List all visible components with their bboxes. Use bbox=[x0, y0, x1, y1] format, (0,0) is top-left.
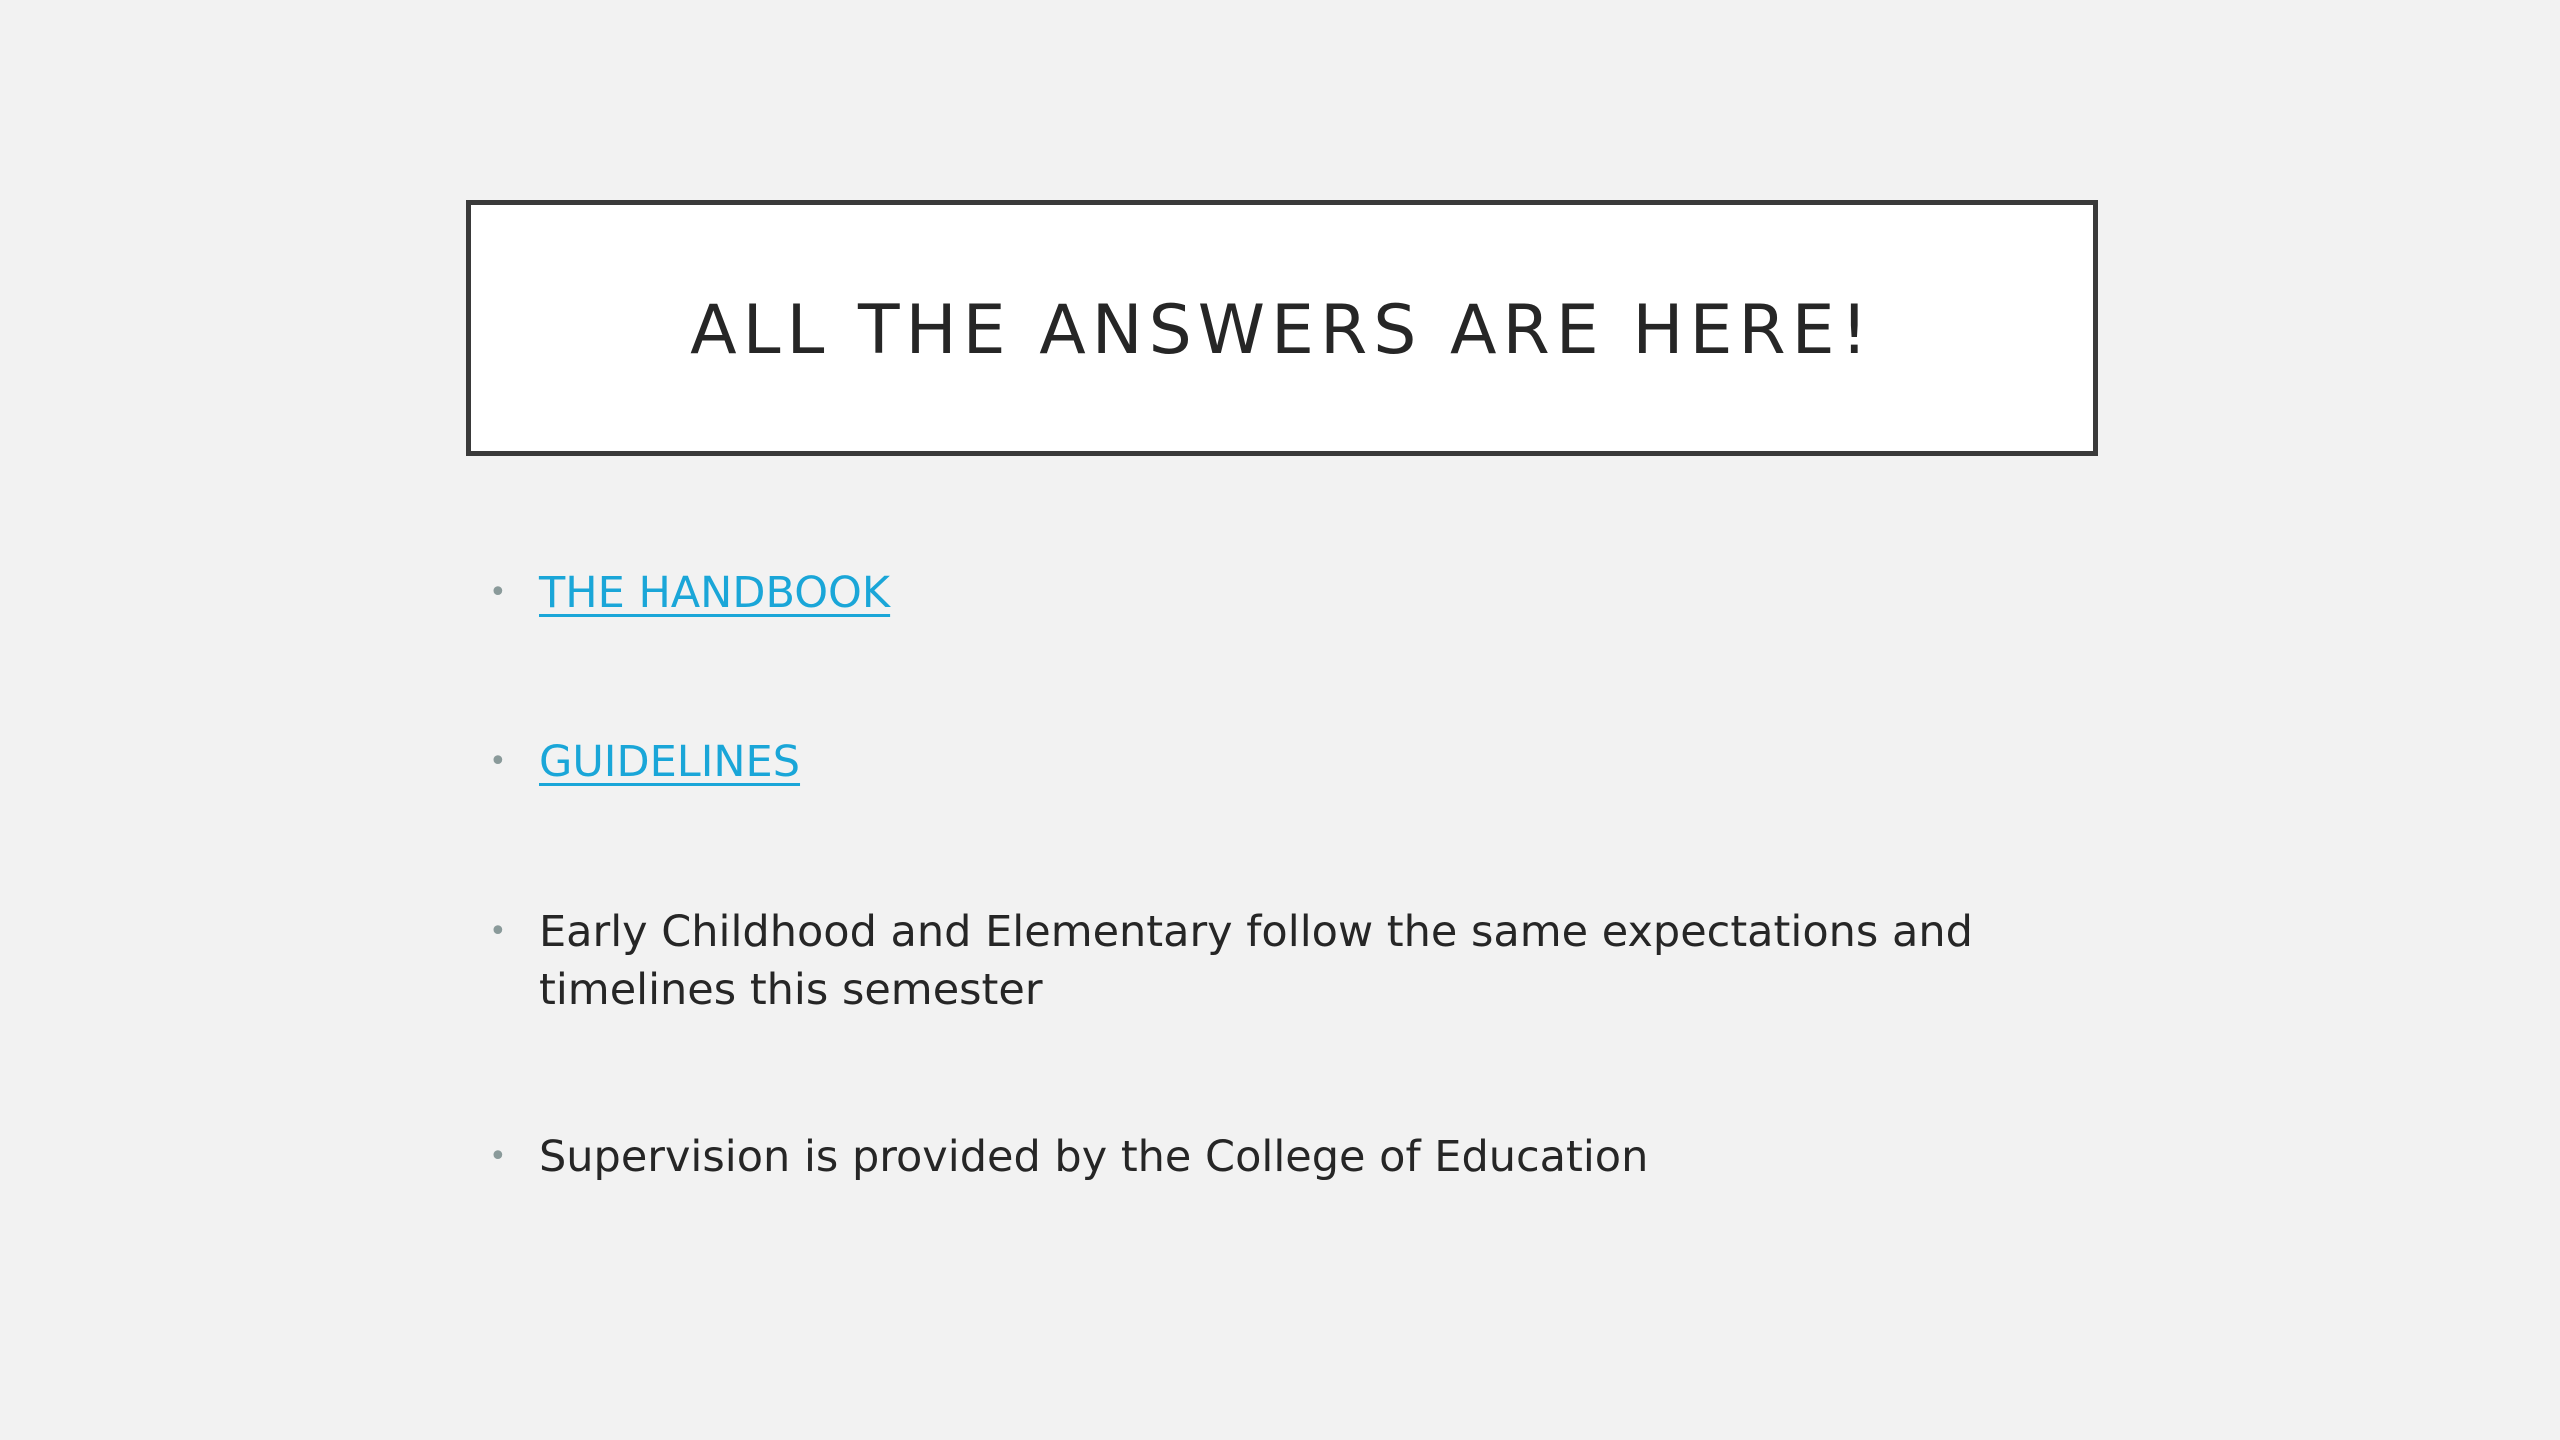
guidelines-link[interactable]: GUIDELINES bbox=[539, 737, 801, 787]
bullet-dot-icon: • bbox=[489, 1139, 507, 1174]
supervision-text: Supervision is provided by the College of Education bbox=[539, 1132, 1649, 1182]
expectations-text: Early Childhood and Elementary follow the same expectations and timelines this semester bbox=[539, 907, 1973, 1015]
slide-title: ALL THE ANSWERS ARE HERE! bbox=[690, 290, 1874, 370]
list-item-guidelines bbox=[485, 733, 2085, 791]
handbook-link[interactable]: THE HANDBOOK bbox=[539, 568, 891, 618]
bullet-dot-icon: • bbox=[489, 914, 507, 949]
title-box bbox=[466, 200, 2098, 456]
list-item-supervision bbox=[485, 1128, 2085, 1186]
bullet-dot-icon: • bbox=[489, 575, 507, 610]
list-item-expectations bbox=[485, 903, 2085, 1019]
list-item-handbook bbox=[485, 564, 2085, 622]
bullet-dot-icon: • bbox=[489, 744, 507, 779]
